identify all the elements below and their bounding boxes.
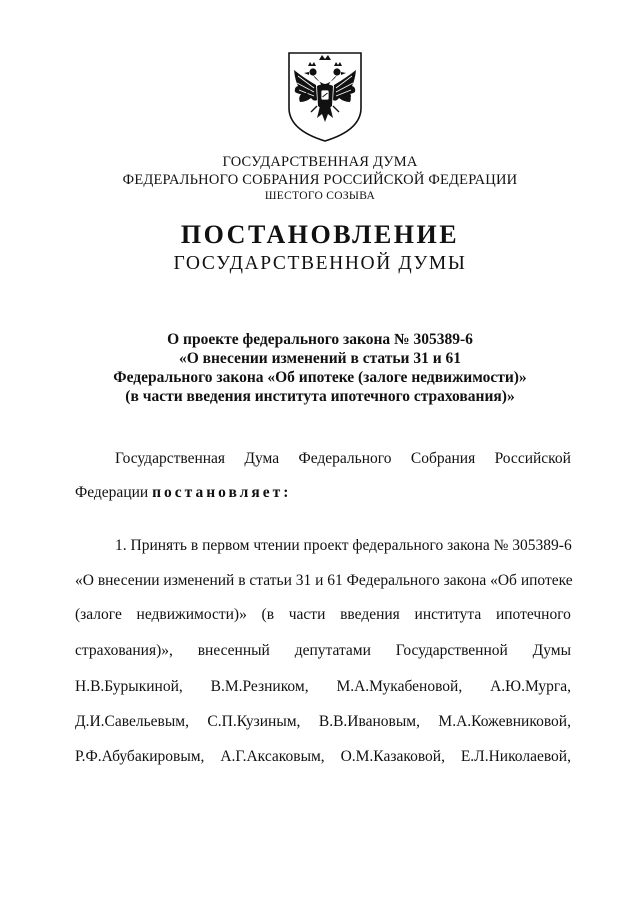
paragraph1-line3 xyxy=(75,606,571,624)
paragraph1-line2: «О внесении изменений в статьи 31 и 61 Федерального закона «Об ипотеке xyxy=(75,572,573,589)
intro-line2-start: Федерации xyxy=(75,484,149,501)
word: внесенный xyxy=(197,642,270,659)
deputy-name: М.А.Кожевниковой, xyxy=(438,713,571,730)
word: (залоге xyxy=(75,606,122,623)
paragraph1-line7 xyxy=(75,748,571,766)
subject-line4: (в части введения института ипотечного страхования)» xyxy=(125,388,515,405)
intro-word: Государственная xyxy=(115,450,226,467)
word: части xyxy=(288,606,326,623)
deputy-name: О.М.Казаковой, xyxy=(340,748,445,765)
subject-line1: О проекте федерального закона № 305389-6 xyxy=(167,331,473,348)
resolution-verb: постановляет: xyxy=(152,484,292,501)
document-title: ПОСТАНОВЛЕНИЕ xyxy=(180,220,460,249)
paragraph1-line5 xyxy=(75,678,571,696)
word: страхования)», xyxy=(75,642,173,659)
deputy-name: А.Г.Аксаковым, xyxy=(220,748,325,765)
convocation-line: ШЕСТОГО СОЗЫВА xyxy=(264,190,376,202)
word: введения xyxy=(340,606,400,623)
document-subtitle: ГОСУДАРСТВЕННОЙ ДУМЫ xyxy=(173,253,467,274)
org-name-line2: ФЕДЕРАЛЬНОГО СОБРАНИЯ РОССИЙСКОЙ ФЕДЕРАЦИИ xyxy=(122,172,518,188)
word: Государственной xyxy=(395,642,508,659)
deputy-name: А.Ю.Мурга, xyxy=(490,678,571,695)
deputy-name: Е.Л.Николаевой, xyxy=(460,748,571,765)
word: (в xyxy=(261,606,275,623)
russian-coat-of-arms-icon xyxy=(286,50,364,144)
deputy-name: М.А.Мукабеновой, xyxy=(336,678,463,695)
deputy-name: Д.И.Савельевым, xyxy=(75,713,189,730)
deputy-name: В.М.Резником, xyxy=(210,678,309,695)
intro-line2 xyxy=(75,484,571,502)
paragraph1-line1: 1. Принять в первом чтении проект федерального закона № 305389-6 xyxy=(115,537,572,554)
subject-line3: Федерального закона «Об ипотеке (залоге недвижимости)» xyxy=(113,369,527,386)
paragraph1-line6 xyxy=(75,713,571,731)
deputy-name: С.П.Кузиным, xyxy=(207,713,301,730)
word: депутатами xyxy=(294,642,371,659)
word: Думы xyxy=(532,642,571,659)
subject-line2: «О внесении изменений в статьи 31 и 61 xyxy=(178,350,462,367)
intro-word: Дума xyxy=(244,450,280,467)
deputy-name: Р.Ф.Абубакировым, xyxy=(75,748,205,765)
word: недвижимости)» xyxy=(136,606,247,623)
deputy-name: Н.В.Бурыкиной, xyxy=(75,678,183,695)
deputy-name: В.В.Ивановым, xyxy=(318,713,420,730)
intro-word: Собрания xyxy=(410,450,476,467)
word: института xyxy=(414,606,482,623)
word: ипотечного xyxy=(495,606,571,623)
paragraph1-line4 xyxy=(75,642,571,660)
intro-word: Российской xyxy=(494,450,571,467)
org-name-line1: ГОСУДАРСТВЕННАЯ ДУМА xyxy=(222,154,418,170)
intro-line1 xyxy=(115,450,571,468)
intro-word: Федерального xyxy=(298,450,392,467)
